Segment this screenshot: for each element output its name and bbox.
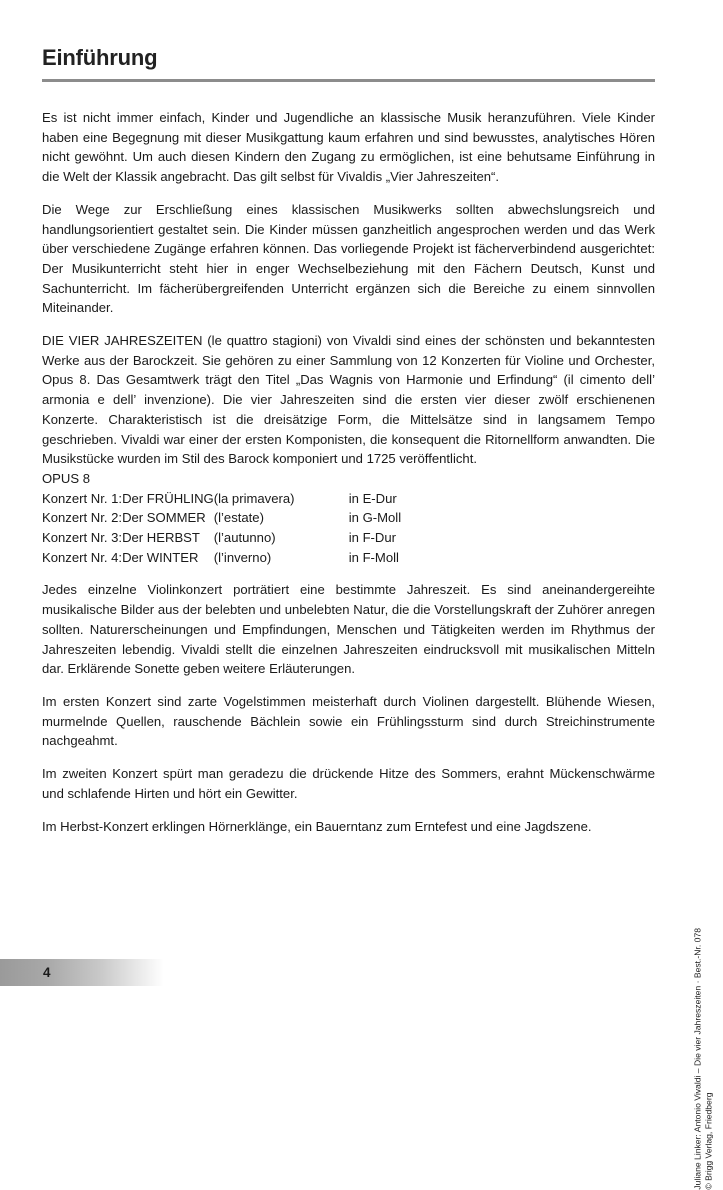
concert-italian-title: (l’estate) xyxy=(213,510,264,526)
concert-key: in F-Dur xyxy=(348,530,397,546)
concert-season: Der SOMMER xyxy=(122,510,206,526)
paragraph-autumn: Im Herbst-Konzert erklingen Hörnerklänge, ein Bauerntanz zum Erntefest und eine Jagdszene. xyxy=(42,818,592,834)
concert-label: Konzert Nr. 3: xyxy=(42,530,123,546)
concert-row xyxy=(42,528,401,548)
concert-row xyxy=(42,508,401,528)
page-title: Einführung xyxy=(42,45,158,70)
concert-key: in G-Moll xyxy=(348,510,402,526)
paragraph-spring: Im ersten Konzert sind zarte Vogelstimmen meisterhaft durch Violinen dargestellt. Blühende Wiesen, murmelnde Quellen, rauschende Bächlein sowie ein Frühlingssturm sind durch Streichinstrumente nachgeahmt. xyxy=(42,693,655,749)
concert-season: Der FRÜHLING xyxy=(122,490,214,506)
concert-season: Der HERBST xyxy=(122,530,200,546)
side-credit-publisher-line: © Brigg Verlag, Friedberg xyxy=(704,1092,714,1190)
concert-italian-title: (l’inverno) xyxy=(213,549,272,565)
opus-label: OPUS 8 xyxy=(42,470,91,486)
concert-label: Konzert Nr. 1: xyxy=(42,490,123,506)
paragraph-portrait: Jedes einzelne Violinkonzert porträtiert eine bestimmte Jahreszeit. Es sind aneinandergereihte musikalische Bilder aus der belebten und unbelebten Natur, die die Vorstellungskraft der Zuhörer anregen sollten. Naturerscheinungen und Empfindungen, Menschen und Tätigkeiten werden im Rhythmus der Jahreszeiten lebendig. Vivaldi stellt die einzelnen Jahreszeiten eindrucksvoll mit musikalischen Mitteln dar. Erklärende Sonette geben weitere Erläuterungen. xyxy=(42,582,655,677)
concert-label: Konzert Nr. 2: xyxy=(42,510,123,526)
concert-list xyxy=(42,489,401,568)
concert-label: Konzert Nr. 4: xyxy=(42,549,123,565)
footer-gradient-bar xyxy=(0,959,210,986)
concert-key: in E-Dur xyxy=(348,490,397,506)
side-credit-title-line: Juliane Linker: Antonio Vivaldi – Die vier Jahreszeiten · Best.-Nr. 078 xyxy=(693,928,703,1190)
paragraph-intro-1: Es ist nicht immer einfach, Kinder und Jugendliche an klassische Musik heranzuführen. Viele Kinder haben eine Begegnung mit dieser Musikgattung kaum erfahren und sind bewusstes, analytisches Hören nicht gewöhnt. Um auch diesen Kindern den Zugang zu ermöglichen, ist eine behutsame Einführung in die Welt der Klassik angebracht. Das gilt selbst für Vivaldis „Vier Jahreszeiten“. xyxy=(42,110,655,185)
paragraph-summer: Im zweiten Konzert spürt man geradezu die drückende Hitze des Sommers, erahnt Mückenschwärme und schlafende Hirten und hört ein Gewitter. xyxy=(42,766,655,801)
concert-key: in F-Moll xyxy=(348,549,399,565)
concert-italian-title: (la primavera) xyxy=(213,490,295,506)
concert-italian-title: (l’autunno) xyxy=(213,530,276,546)
concert-row xyxy=(42,489,401,509)
concert-season: Der WINTER xyxy=(122,549,199,565)
page-content xyxy=(42,44,655,836)
paragraph-four-seasons: DIE VIER JAHRESZEITEN (le quattro stagioni) von Vivaldi sind eines der schönsten und bekanntesten Werke aus der Barockzeit. Sie gehören zu einer Sammlung von 12 Konzerten für Violine und Orchester, Opus 8. Das Gesamtwerk trägt den Titel „Das Wagnis von Harmonie und Erfindung“ (il cimento dell’ armonia e dell’ invenzione). Die vier Jahreszeiten sind die ersten vier dieser zwölf erschienenen Konzerte. Charakteristisch ist die dreisätzige Form, die Mittelsätze sind in langsamem Tempo geschrieben. Vivaldi war einer der ersten Komponisten, die konsequent die Ritornellform anwandten. Die Musikstücke wurden im Stil des Barock komponiert und 1725 veröffentlicht. xyxy=(42,333,655,467)
title-divider xyxy=(42,79,655,82)
side-credit xyxy=(693,928,715,1190)
paragraph-intro-2: Die Wege zur Erschließung eines klassischen Musikwerks sollten abwechslungsreich und handlungsorientiert gestaltet sein. Die Kinder müssen ganzheitlich angesprochen werden und das Werk über verschiedene Zugänge erfahren können. Das vorliegende Projekt ist fächerverbindend ausgerichtet: Der Musikunterricht steht hier in enger Wechselbeziehung mit den Fächern Deutsch, Kunst und Sachunterricht. Im fächerübergreifenden Unterricht ergänzen sich die Bereiche zu einem sinnvollen Miteinander. xyxy=(42,201,655,316)
concert-row xyxy=(42,548,401,568)
page-number: 4 xyxy=(43,965,51,980)
page-footer xyxy=(0,959,210,986)
